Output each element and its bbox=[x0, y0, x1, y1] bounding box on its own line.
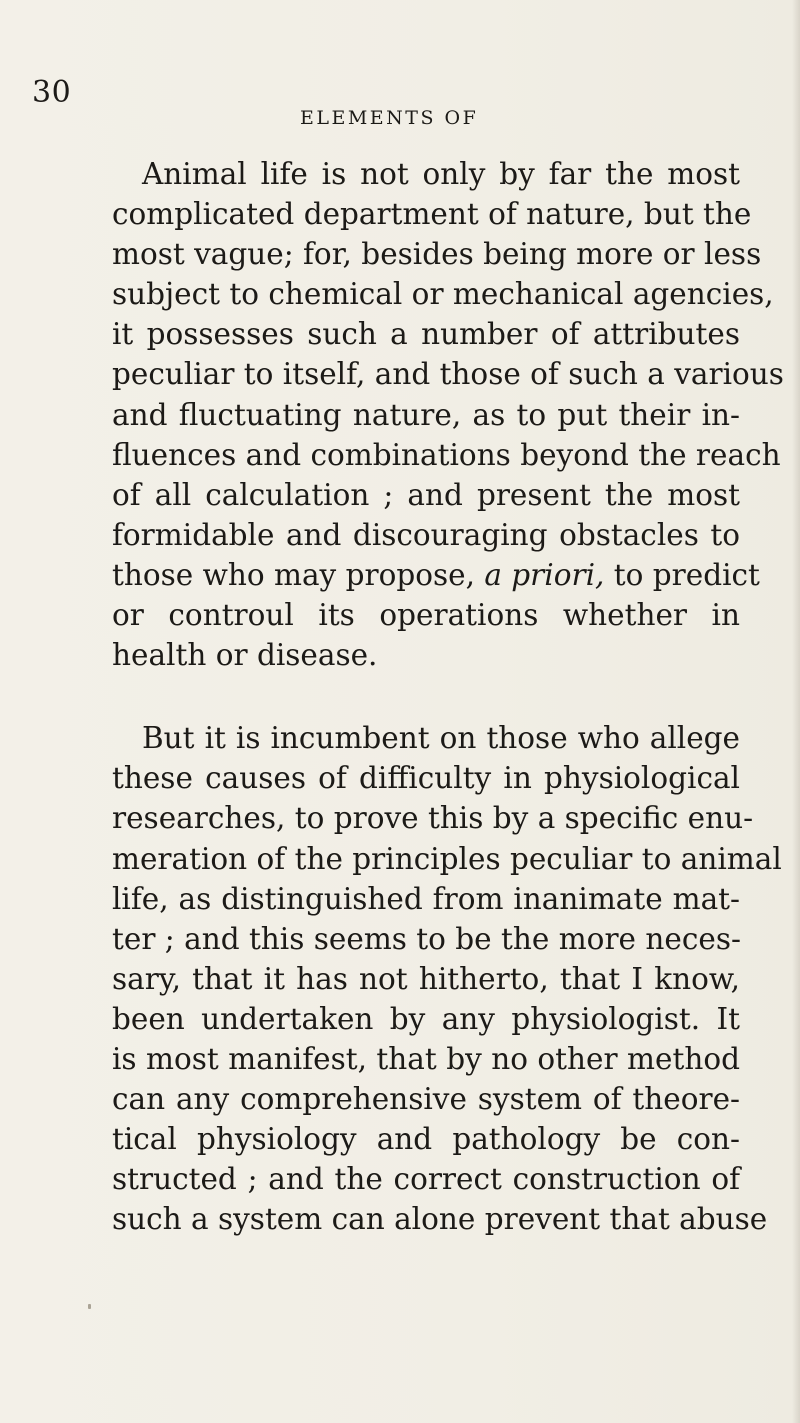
text-line: these causes of difficulty in physiological bbox=[112, 761, 740, 796]
text-line: such a system can alone prevent that abuse bbox=[112, 1202, 768, 1237]
text-line: Animal life is not only by far the most bbox=[142, 157, 740, 191]
text-line: meration of the principles peculiar to animal bbox=[112, 841, 782, 876]
text-line-with-italic bbox=[112, 555, 760, 595]
text-segment: to predict bbox=[604, 557, 760, 592]
text-line: health or disease. bbox=[112, 638, 378, 673]
text-line: and fluctuating nature, as to put their in- bbox=[112, 397, 740, 432]
text-line: complicated department of nature, but the bbox=[112, 197, 752, 232]
page-edge-shadow bbox=[792, 0, 800, 1423]
body-text bbox=[112, 154, 784, 1239]
text-line: tical physiology and pathology be con- bbox=[112, 1122, 740, 1157]
text-line: of all calculation ; and present the most bbox=[112, 477, 740, 512]
text-line: or controul its operations whether in bbox=[112, 598, 740, 633]
text-segment: those who may propose, bbox=[112, 557, 485, 592]
text-line: structed ; and the correct construction of bbox=[112, 1162, 740, 1197]
text-line: it possesses such a number of attributes bbox=[112, 317, 740, 352]
text-line: fluences and combinations beyond the reach bbox=[112, 437, 781, 472]
text-line: researches, to prove this by a specific enu- bbox=[112, 801, 754, 836]
text-line: ter ; and this seems to be the more neces- bbox=[112, 921, 741, 956]
text-line: can any comprehensive system of theore- bbox=[112, 1082, 740, 1117]
text-line: peculiar to itself, and those of such a various bbox=[112, 357, 784, 392]
paragraph-gap bbox=[112, 675, 740, 718]
text-line: is most manifest, that by no other method bbox=[112, 1041, 740, 1076]
text-line: been undertaken by any physiologist. It bbox=[112, 1001, 740, 1036]
text-line: most vague; for, besides being more or less bbox=[112, 237, 762, 272]
paragraph-2 bbox=[112, 718, 782, 1239]
text-line: sary, that it has not hitherto, that I know, bbox=[112, 961, 740, 996]
italic-phrase: a priori, bbox=[484, 557, 605, 592]
text-line: But it is incumbent on those who allege bbox=[142, 721, 740, 756]
text-line: subject to chemical or mechanical agencies, bbox=[112, 277, 774, 312]
text-line: formidable and discouraging obstacles to bbox=[112, 517, 740, 552]
paragraph-1 bbox=[112, 154, 784, 675]
text-line: life, as distinguished from inanimate mat- bbox=[112, 881, 740, 916]
paper-speck bbox=[88, 1304, 91, 1309]
running-head: ELEMENTS OF bbox=[300, 107, 479, 129]
page-number: 30 bbox=[32, 75, 72, 110]
